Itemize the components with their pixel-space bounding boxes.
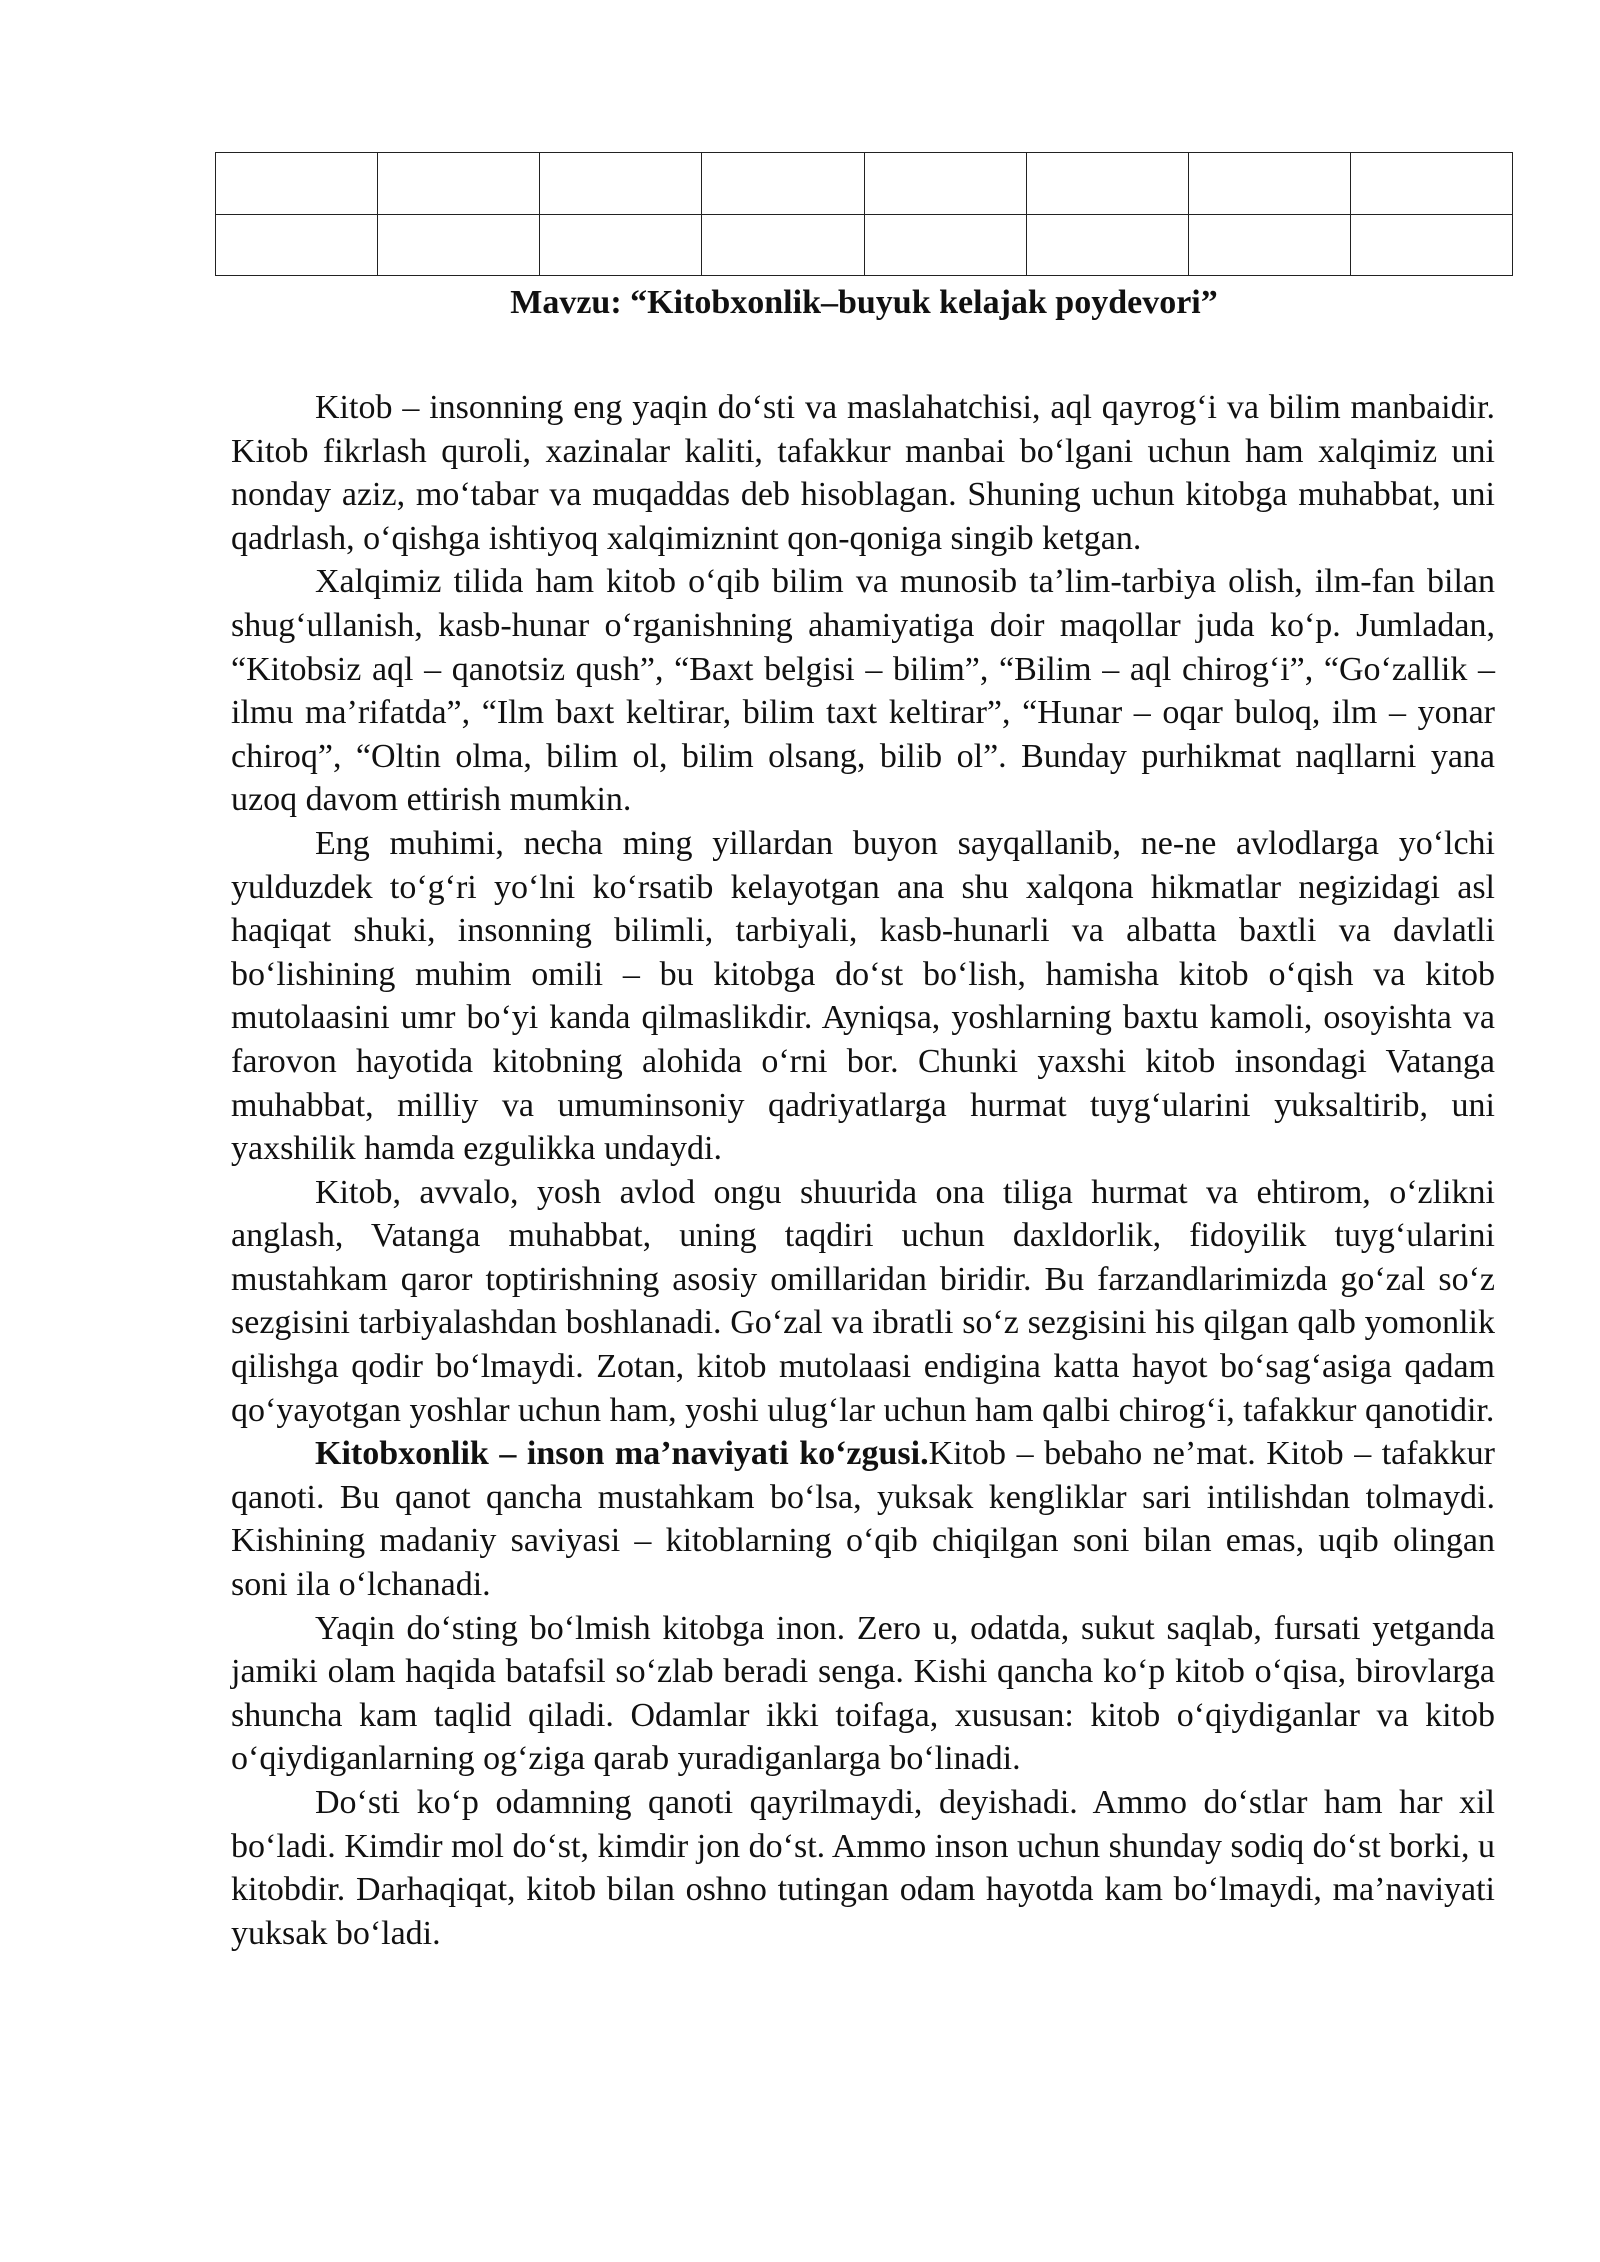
paragraph-2: Xalqimiz tilida ham kitob o‘qib bilim va munosib ta’lim-tarbiya olish, ilm-fan bilan shug‘ullanish, kasb-hunar o‘rganishning ahamiyatiga doir maqollar juda ko‘p. Jumladan, “Kitobsiz aql – qanotsiz qush”, “Baxt belgisi – bilim”, “Bilim – aql chirog‘i”, “Go‘zallik – ilmu ma’rifatda”, “Ilm baxt keltirar, bilim taxt keltirar”, “Hunar – oqar buloq, ilm – yonar chiroq”, “Oltin olma, bilim ol, bilim olsang, bilib ol”. Bunday purhikmat naqllarni yana uzoq davom ettirish mumkin. — [231, 563, 1495, 819]
paragraph-7: Do‘sti ko‘p odamning qanoti qayrilmaydi, deyishadi. Ammo do‘stlar ham har xil bo‘ladi. Kimdir mol do‘st, kimdir jon do‘st. Ammo inson uchun shunday sodiq do‘st borki, u kitobdir. Darhaqiqat, kitob bilan oshno tutingan odam hayotda kam bo‘lmaydi, ma’naviyati yuksak bo‘ladi. — [231, 1784, 1495, 1952]
paragraph-5: Kitobxonlik – inson ma’naviyati ko‘zgusi.Kitob – bebaho ne’mat. Kitob – tafakkur qanoti. Bu qanot qancha mustahkam bo‘lsa, yuksak kengliklar sari intilishdan tolmaydi. Kishining madaniy saviyasi – kitoblarning o‘qib chiqilgan soni bilan emas, uqib olingan soni ila o‘lchanadi. — [231, 1435, 1495, 1604]
header-grid-cell — [540, 214, 702, 276]
paragraph-6: Yaqin do‘sting bo‘lmish kitobga inon. Zero u, odatda, sukut saqlab, fursati yetganda jamiki olam haqida batafsil so‘zlab beradi senga. Kishi qancha ko‘p kitob o‘qisa, birovlarga shuncha kam taqlid qiladi. Odamlar ikki toifaga, xususan: kitob o‘qiydiganlar va kitob o‘qiydiganlarning og‘ziga qarab yuradiganlarga bo‘linadi. — [231, 1609, 1495, 1778]
header-grid-cell — [864, 153, 1026, 215]
header-grid-cell — [1188, 214, 1350, 276]
header-grid-cell — [864, 214, 1026, 276]
header-grid-cell — [378, 153, 540, 215]
header-grid-cell — [1026, 214, 1188, 276]
paragraph-4: Kitob, avvalo, yosh avlod ongu shuurida ona tiliga hurmat va ehtirom, o‘zlikni anglash, Vatanga muhabbat, uning taqdiri uchun daxldorlik, fidoyilik tuyg‘ularini mustahkam qaror toptirishning asosiy omillaridan biridir. Bu farzandlarimizda go‘zal so‘z sezgisini tarbiyalashdan boshlanadi. Go‘zal va ibratli so‘z sezgisini his qilgan qalb yomonlik qilishga qodir bo‘lmaydi. Zotan, kitob mutolaasi endigina katta hayot bo‘sag‘asiga qadam qo‘yayotgan yoshlar uchun ham, yoshi ulug‘lar uchun ham qalbi chirog‘i, tafakkur qanotidir. — [231, 1173, 1495, 1429]
document-body — [231, 386, 1495, 1955]
header-grid-row — [216, 153, 1513, 215]
header-grid-cell — [216, 153, 378, 215]
header-grid-cell — [1350, 214, 1512, 276]
header-grid-cell — [702, 153, 864, 215]
paragraph-1: Kitob – insonning eng yaqin do‘sti va maslahatchisi, aql qayrog‘i va bilim manbaidir. Kitob fikrlash quroli, xazinalar kaliti, tafakkur manbai bo‘lgani uchun ham xalqimiz uni nonday aziz, mo‘tabar va muqaddas deb hisoblagan. Shuning uchun kitobga muhabbat, uni qadrlash, o‘qishga ishtiyoq xalqimiznint qon-qoniga singib ketgan. — [231, 389, 1495, 557]
header-grid-cell — [702, 214, 864, 276]
header-grid-row — [216, 214, 1513, 276]
header-grid-cell — [540, 153, 702, 215]
header-grid-cell — [378, 214, 540, 276]
page-title: Mavzu: “Kitobxonlik–buyuk kelajak poydevori” — [510, 284, 1218, 321]
header-grid-table — [215, 152, 1513, 276]
header-grid-cell — [1188, 153, 1350, 215]
paragraph-3: Eng muhimi, necha ming yillardan buyon sayqallanib, ne-ne avlodlarga yo‘lchi yulduzdek to‘g‘ri yo‘lni ko‘rsatib kelayotgan ana shu xalqona hikmatlar negizidagi asl haqiqat shuki, insonning bilimli, tarbiyali, kasb-hunarli va albatta baxtli va davlatli bo‘lishining muhim omili – bu kitobga do‘st bo‘lish, hamisha kitob o‘qish va kitob mutolaasini umr bo‘yi kanda qilmaslikdir. Ayniqsa, yoshlarning baxtu kamoli, osoyishta va farovon hayotida kitobning alohida o‘rni bor. Chunki yaxshi kitob insondagi Vatanga muhabbat, milliy va umuminsoniy qadriyatlarga hurmat tuyg‘ularini yuksaltirib, uni yaxshilik hamda ezgulikka undaydi. — [231, 824, 1495, 1168]
header-grid-cell — [1026, 153, 1188, 215]
header-grid-cell — [216, 214, 378, 276]
header-grid-cell — [1350, 153, 1512, 215]
section-heading: Kitobxonlik – inson ma’naviyati ko‘zgusi. — [315, 1435, 929, 1473]
